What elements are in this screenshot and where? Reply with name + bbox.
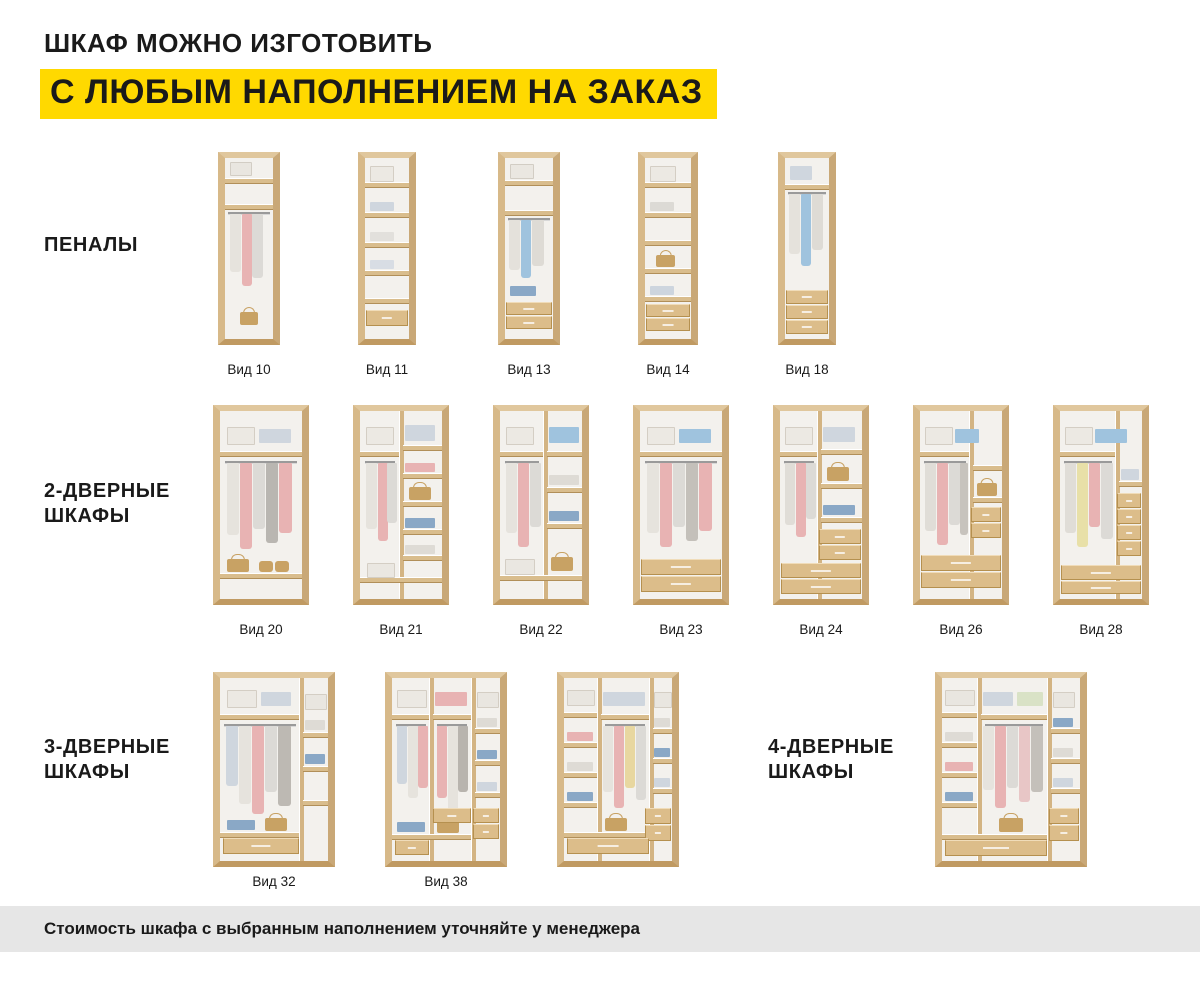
drawer: [819, 529, 861, 544]
folded-clothes: [1053, 778, 1073, 787]
shelf: [942, 712, 977, 718]
drawer: [395, 840, 429, 855]
hanging-clothes: [1065, 463, 1076, 533]
drawer: [819, 545, 861, 560]
hanging-clothes: [949, 463, 960, 525]
handbag: [605, 818, 627, 831]
hanging-clothes: [1007, 726, 1018, 788]
hanging-clothes: [983, 726, 994, 790]
hanging-clothes: [1031, 726, 1043, 792]
hanging-clothes: [366, 463, 377, 529]
drawer: [945, 840, 1047, 856]
drawer: [506, 302, 552, 315]
hanging-clothes: [647, 463, 659, 533]
hanging-clothes: [509, 220, 520, 270]
hanging-clothes: [636, 726, 646, 800]
shelf: [303, 800, 328, 806]
folded-clothes: [510, 286, 536, 296]
shelf: [645, 182, 691, 188]
folded-clothes: [370, 232, 394, 241]
hanging-clothes: [242, 214, 252, 286]
wardrobe-illustration-vid-23: [633, 405, 729, 605]
storage-box: [925, 427, 953, 445]
page-title-line1: ШКАФ МОЖНО ИЗГОТОВИТЬ: [44, 28, 433, 58]
folded-clothes: [567, 762, 593, 771]
shelf: [500, 451, 543, 457]
hanging-clothes: [801, 194, 811, 266]
drawer: [641, 576, 721, 592]
wardrobe-illustration-vid-11: [358, 152, 416, 345]
shelf: [403, 529, 442, 535]
hanging-clothes: [418, 726, 428, 788]
drawer: [506, 316, 552, 329]
page-title-line2: С ЛЮБЫМ НАПОЛНЕНИЕМ НА ЗАКАЗ: [50, 73, 703, 111]
hanging-clothes: [253, 463, 265, 529]
shelf: [645, 212, 691, 218]
wardrobe-illustration-vid-14: [638, 152, 698, 345]
handbag: [409, 487, 431, 500]
shelf: [564, 712, 597, 718]
shelf: [1051, 758, 1080, 764]
shelf: [500, 575, 582, 581]
drawer: [641, 559, 721, 575]
folded-clothes: [654, 778, 670, 787]
shelf: [645, 296, 691, 302]
handbag: [227, 559, 249, 572]
drawer: [366, 310, 408, 326]
section-label-penaly: ПЕНАЛЫ: [44, 234, 139, 256]
hanging-clothes: [937, 463, 948, 545]
hanging-clothes: [408, 726, 418, 798]
section-label-two-door: [44, 479, 170, 529]
wardrobe-caption: Вид 21: [379, 622, 423, 637]
wardrobe-caption: Вид 32: [252, 874, 296, 889]
hanging-clothes: [1101, 463, 1113, 539]
section-label-three-door: [44, 735, 170, 785]
shelf: [564, 772, 597, 778]
folded-clothes: [679, 429, 711, 443]
shelf: [1060, 451, 1115, 457]
hanging-clothes: [518, 463, 529, 547]
hanging-clothes: [1077, 463, 1088, 547]
section-label-four-door-line1: 4-ДВЕРНЫЕ: [768, 736, 894, 758]
shelf: [392, 714, 429, 720]
wardrobe-caption: Вид 14: [646, 362, 690, 377]
shelf: [365, 270, 409, 276]
drawer: [786, 290, 828, 304]
storage-box: [1053, 692, 1075, 708]
hanging-clothes: [239, 726, 251, 804]
folded-clothes: [549, 511, 579, 521]
folded-clothes: [945, 792, 973, 801]
folded-clothes: [405, 545, 435, 554]
shelf: [1051, 788, 1080, 794]
shelf: [821, 483, 862, 489]
wardrobe-caption: Вид 38: [424, 874, 468, 889]
folded-clothes: [1121, 469, 1139, 480]
wardrobe-illustration-vid-38: [385, 672, 507, 867]
folded-clothes: [983, 692, 1013, 706]
hanging-clothes: [266, 463, 278, 543]
folded-clothes: [549, 427, 579, 443]
shelf: [225, 178, 273, 184]
shelf: [564, 742, 597, 748]
shelf: [653, 728, 672, 734]
shelf: [821, 449, 862, 455]
shelf: [225, 204, 273, 210]
wardrobe-illustration-vid-21: [353, 405, 449, 605]
folded-clothes: [227, 820, 255, 830]
drawer: [567, 838, 649, 854]
vertical-divider: [543, 411, 548, 599]
folded-clothes: [1017, 692, 1043, 706]
section-label-three-door-line2: ШКАФЫ: [44, 761, 130, 783]
shelf: [601, 714, 649, 720]
section-label-four-door-line2: ШКАФЫ: [768, 761, 854, 783]
shelf: [505, 210, 553, 216]
folded-clothes: [477, 782, 497, 791]
drawer: [781, 579, 861, 594]
folded-clothes: [259, 429, 291, 443]
folded-clothes: [790, 166, 812, 180]
drawer: [971, 507, 1001, 522]
folded-clothes: [945, 732, 973, 741]
storage-box: [305, 694, 327, 710]
wardrobe-illustration-vid-32: [213, 672, 335, 867]
folded-clothes: [823, 427, 855, 442]
footer-strip: [0, 906, 1200, 952]
drawer: [781, 563, 861, 578]
drawer: [1049, 808, 1079, 824]
wardrobe-caption: Вид 18: [785, 362, 829, 377]
hanging-clothes: [530, 463, 541, 527]
shelf: [547, 487, 582, 493]
folded-clothes: [654, 748, 670, 757]
storage-box: [650, 166, 676, 182]
shelf: [942, 802, 977, 808]
wardrobe-illustration-vid-13: [498, 152, 560, 345]
hanging-clothes: [960, 463, 968, 535]
wardrobe-illustration-vid-20: [213, 405, 309, 605]
folded-clothes: [1053, 718, 1073, 727]
drawer: [1117, 493, 1141, 508]
shelf: [403, 501, 442, 507]
storage-box: [510, 164, 534, 179]
wardrobe-illustration-vid-10: [218, 152, 280, 345]
section-label-two-door-line1: 2-ДВЕРНЫЕ: [44, 480, 170, 502]
drawer: [1117, 525, 1141, 540]
storage-box: [1065, 427, 1093, 445]
storage-box: [477, 692, 499, 708]
folded-clothes: [603, 692, 645, 706]
wardrobe-caption: Вид 28: [1079, 622, 1123, 637]
hanging-clothes: [227, 463, 239, 535]
hanging-clothes: [387, 463, 397, 523]
shelf: [780, 451, 817, 457]
hanging-clothes: [240, 463, 252, 549]
storage-box: [505, 559, 535, 575]
shelf: [981, 714, 1047, 720]
storage-box: [506, 427, 534, 445]
shelf: [1051, 728, 1080, 734]
folded-clothes: [549, 475, 579, 485]
shelf: [547, 523, 582, 529]
hanging-clothes: [625, 726, 635, 788]
hanging-clothes: [925, 463, 936, 531]
folded-clothes: [945, 762, 973, 771]
drawer: [921, 555, 1001, 571]
wardrobe-illustration-vid-22: [493, 405, 589, 605]
hanging-clothes: [785, 463, 795, 525]
folded-clothes: [1053, 748, 1073, 757]
folded-clothes: [823, 505, 855, 515]
folded-clothes: [1095, 429, 1127, 443]
hanging-clothes: [603, 726, 613, 792]
storage-box: [647, 427, 675, 445]
wardrobe-illustration-four-door-1: [935, 672, 1087, 867]
hanging-clothes: [506, 463, 517, 533]
folded-clothes: [435, 692, 467, 706]
hanging-clothes: [448, 726, 458, 812]
drawer: [786, 305, 828, 319]
folded-clothes: [261, 692, 291, 706]
wardrobe-illustration-three-door-3: [557, 672, 679, 867]
folded-clothes: [477, 750, 497, 759]
wardrobe-caption: Вид 10: [227, 362, 271, 377]
handbag: [240, 312, 258, 325]
drawer: [1061, 565, 1141, 580]
storage-box: [227, 427, 255, 445]
shelf: [505, 180, 553, 186]
wardrobe-illustration-vid-26: [913, 405, 1009, 605]
shelf: [433, 714, 471, 720]
shelf: [475, 792, 500, 798]
hanging-clothes: [806, 463, 816, 519]
shelf: [564, 802, 597, 808]
hanging-clothes: [1089, 463, 1100, 527]
folded-clothes: [405, 463, 435, 472]
hanging-clothes: [278, 726, 291, 806]
drawer: [1049, 825, 1079, 841]
handbag: [265, 818, 287, 831]
hanging-clothes: [521, 220, 531, 278]
shelf: [645, 240, 691, 246]
drawer: [223, 838, 299, 854]
hanging-clothes: [789, 194, 800, 254]
folded-clothes: [567, 732, 593, 741]
folded-clothes: [405, 518, 435, 528]
drawer: [921, 572, 1001, 588]
storage-box: [227, 690, 257, 708]
shelf: [653, 758, 672, 764]
shelf: [1119, 481, 1142, 487]
shelf: [475, 728, 500, 734]
shelf: [303, 732, 328, 738]
wardrobe-illustration-vid-18: [778, 152, 836, 345]
handbag: [551, 557, 573, 571]
wardrobe-illustration-vid-28: [1053, 405, 1149, 605]
shelf: [365, 182, 409, 188]
wardrobe-caption: Вид 26: [939, 622, 983, 637]
storage-box: [370, 166, 394, 182]
folded-clothes: [955, 429, 979, 443]
shelf: [403, 473, 442, 479]
section-label-two-door-line2: ШКАФЫ: [44, 505, 130, 527]
drawer: [971, 523, 1001, 538]
wardrobe-caption: Вид 22: [519, 622, 563, 637]
storage-box: [366, 427, 394, 445]
shelf: [821, 517, 862, 523]
hanging-clothes: [699, 463, 712, 531]
hanging-clothes: [458, 726, 468, 792]
wardrobe-illustration-vid-24: [773, 405, 869, 605]
hanging-clothes: [532, 220, 544, 266]
drawer: [1061, 581, 1141, 594]
hanging-clothes: [686, 463, 698, 541]
drawer: [1117, 541, 1141, 556]
hanging-clothes: [230, 214, 241, 272]
shelf: [920, 451, 969, 457]
hanging-clothes: [265, 726, 277, 792]
folded-clothes: [305, 720, 325, 730]
folded-clothes: [370, 202, 394, 211]
storage-box: [785, 427, 813, 445]
hanging-clothes: [252, 726, 264, 814]
shelf: [220, 714, 299, 720]
folded-clothes: [650, 286, 674, 295]
wardrobe-caption: Вид 13: [507, 362, 551, 377]
handbag: [827, 467, 849, 481]
shelf: [403, 555, 442, 561]
shelf: [942, 772, 977, 778]
wardrobe-caption: Вид 23: [659, 622, 703, 637]
drawer: [646, 318, 690, 331]
shelf: [653, 788, 672, 794]
folded-clothes: [477, 718, 497, 727]
shelf: [365, 298, 409, 304]
hanging-clothes: [673, 463, 685, 527]
handbag: [999, 818, 1023, 832]
section-label-four-door: [768, 735, 894, 785]
storage-box: [654, 692, 672, 708]
hanging-clothes: [1019, 726, 1030, 802]
shelf: [942, 742, 977, 748]
wardrobe-caption: Вид 24: [799, 622, 843, 637]
hanging-clothes: [437, 726, 447, 798]
drawer: [473, 824, 499, 839]
handbag: [656, 255, 675, 267]
drawer: [645, 808, 671, 824]
hanging-clothes: [660, 463, 672, 547]
shelf: [640, 451, 722, 457]
folded-clothes: [370, 260, 394, 269]
shelf: [365, 212, 409, 218]
folded-clothes: [567, 792, 593, 801]
hanging-clothes: [252, 214, 263, 278]
drawer: [646, 304, 690, 317]
section-label-three-door-line1: 3-ДВЕРНЫЕ: [44, 736, 170, 758]
shelf: [645, 268, 691, 274]
folded-clothes: [650, 202, 674, 211]
storage-box: [567, 690, 595, 706]
folded-clothes: [654, 718, 670, 727]
shelf: [365, 242, 409, 248]
shoes: [259, 561, 273, 572]
storage-box: [230, 162, 252, 176]
folded-clothes: [405, 425, 435, 441]
shelf: [547, 451, 582, 457]
page-header: [0, 0, 1200, 119]
hanging-clothes: [812, 194, 823, 250]
shelf: [973, 465, 1002, 471]
shelf: [973, 497, 1002, 503]
shoes: [275, 561, 289, 572]
handbag: [977, 483, 997, 496]
shelf: [303, 766, 328, 772]
hanging-clothes: [614, 726, 624, 808]
shelf: [475, 760, 500, 766]
hanging-clothes: [995, 726, 1006, 808]
storage-box: [397, 690, 427, 708]
folded-clothes: [397, 822, 425, 832]
drawer: [786, 320, 828, 334]
shelf: [220, 573, 302, 579]
shelf: [360, 451, 399, 457]
hanging-clothes: [279, 463, 292, 533]
hanging-clothes: [397, 726, 407, 784]
page-title-highlight: [40, 69, 717, 119]
drawer: [433, 808, 471, 823]
storage-box: [367, 563, 395, 578]
drawer: [473, 808, 499, 823]
wardrobe-caption: Вид 20: [239, 622, 283, 637]
shelf: [220, 451, 302, 457]
footer-note: Стоимость шкафа с выбранным наполнением уточняйте у менеджера: [44, 919, 641, 938]
folded-clothes: [305, 754, 325, 764]
storage-box: [945, 690, 975, 706]
shelf: [403, 445, 442, 451]
shelf: [785, 184, 829, 190]
hanging-clothes: [226, 726, 238, 786]
hanging-clothes: [796, 463, 806, 537]
wardrobe-caption: Вид 11: [365, 362, 409, 377]
drawer: [1117, 509, 1141, 524]
